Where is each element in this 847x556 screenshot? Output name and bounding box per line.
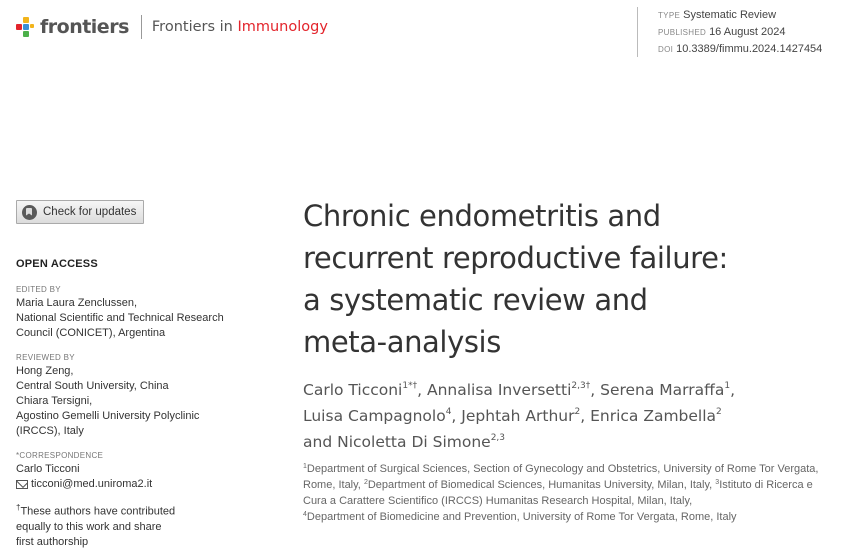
author-link[interactable]: Enrica Zambella$^2$ <box>590 407 722 425</box>
author-link[interactable]: Serena Marraffa$^1$ <box>600 381 731 399</box>
journal-name[interactable]: Frontiers in Immunology <box>151 19 328 35</box>
bookmark-icon <box>22 205 37 220</box>
author-list: Carlo Ticconi$^{1*\dagger}$, Annalisa Inversetti$^{2,3\dagger}$, Serena Marraffa$^1$, Luisa Campagnolo$^4$, Jephtah Arthur$^2$, Enrica Zambella$^2$ and Nicoletta Di Simone$^{2,3}$ <box>303 381 735 451</box>
article-meta <box>637 7 822 57</box>
frontiers-logo[interactable] <box>16 14 328 40</box>
affiliations: $^1$Department of Surgical Sciences, Section of Gynecology and Obstetrics, University of Rome Tor Vergata, Rome, Italy, $^2$Department of Biomedical Sciences, Humanitas University, Milan, Italy, $^3$Istituto di Ricerca e Cura a Carattere Scientifico (IRCCS) Humanitas Research Hospital, Milan, Italy, $^4$Department of Biomedicine and Prevention, University of Rome Tor Vergata, Rome, Italy <box>303 463 819 523</box>
header-divider <box>141 15 142 39</box>
email-link[interactable]: ticconi@med.uniroma2.it <box>31 477 153 490</box>
open-access-label: OPEN ACCESS <box>16 258 98 270</box>
meta-type: TYPE Systematic Review <box>658 9 777 21</box>
article-title: Chronic endometritis and recurrent reproductive failure: a systematic review and meta-analysis <box>303 199 728 359</box>
edited-by: Maria Laura Zenclussen, National Scientific and Technical Research Council (CONICET), Argentina <box>16 297 224 340</box>
sidebar <box>16 258 256 550</box>
author-link[interactable]: Annalisa Inversetti$^{2,3\dagger}$ <box>426 381 591 399</box>
author-link[interactable]: Jephtah Arthur$^2$ <box>461 407 581 425</box>
brand-wordmark: frontiers <box>40 16 129 38</box>
frontiers-logo-icon <box>16 17 36 37</box>
check-for-updates-button[interactable]: Check for updates <box>16 200 144 224</box>
reviewed-by: Hong Zeng, Central South University, China Chiara Tersigni, Agostino Gemelli University Polyclinic (IRCCS), Italy <box>16 364 200 438</box>
doi-link[interactable]: 10.3389/fimmu.2024.1427454 <box>676 43 823 55</box>
author-link[interactable]: Nicoletta Di Simone$^{2,3}$ <box>337 433 506 451</box>
correspondence-label: *CORRESPONDENCE <box>16 450 104 460</box>
reviewed-by-label: REVIEWED BY <box>16 352 75 362</box>
author-note: †These authors have contributed equally to this work and share first authorship <box>16 503 176 549</box>
meta-doi: DOI 10.3389/fimmu.2024.1427454 <box>658 43 823 55</box>
mail-icon <box>16 480 28 489</box>
edited-by-label: EDITED BY <box>16 285 61 294</box>
meta-published: PUBLISHED 16 August 2024 <box>658 26 786 38</box>
author-link[interactable]: Luisa Campagnolo$^4$ <box>303 407 452 425</box>
correspondence: Carlo Ticconi ticconi@med.uniroma2.it <box>16 462 256 492</box>
author-link[interactable]: Carlo Ticconi$^{1*\dagger}$ <box>303 381 418 399</box>
